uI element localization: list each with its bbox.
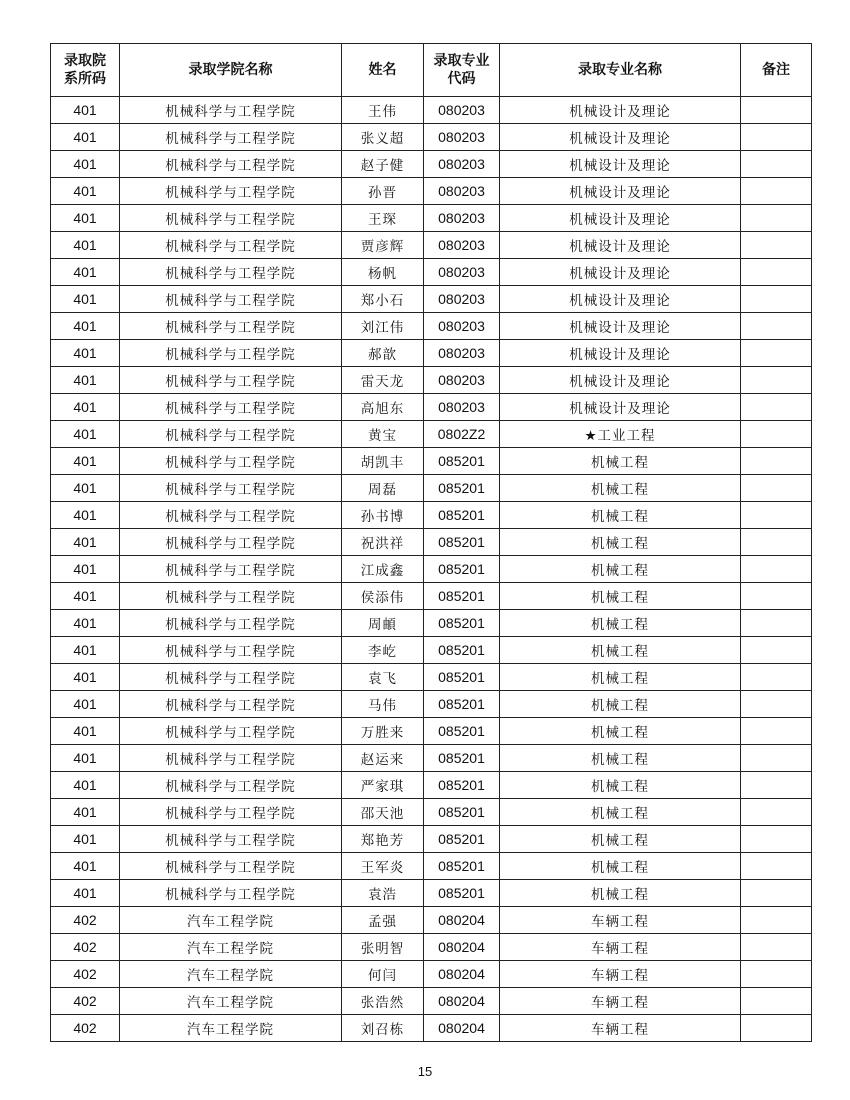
cell-name: 刘江伟 xyxy=(342,313,424,340)
cell-college: 机械科学与工程学院 xyxy=(120,745,342,772)
table-row xyxy=(51,502,812,529)
cell-major-code: 085201 xyxy=(424,772,500,799)
cell-major-name: 机械设计及理论 xyxy=(500,313,741,340)
cell-college: 机械科学与工程学院 xyxy=(120,664,342,691)
table-row xyxy=(51,205,812,232)
table-row xyxy=(51,124,812,151)
table-row xyxy=(51,259,812,286)
table-row xyxy=(51,934,812,961)
cell-major-code: 080203 xyxy=(424,394,500,421)
cell-college: 汽车工程学院 xyxy=(120,934,342,961)
cell-name: 赵子健 xyxy=(342,151,424,178)
cell-dept-code: 401 xyxy=(51,799,120,826)
header-dept-code-line2: 系所码 xyxy=(64,71,106,87)
cell-dept-code: 401 xyxy=(51,151,120,178)
header-row xyxy=(51,44,812,97)
cell-major-name: 机械工程 xyxy=(500,853,741,880)
cell-dept-code: 401 xyxy=(51,448,120,475)
cell-college: 机械科学与工程学院 xyxy=(120,556,342,583)
table-row xyxy=(51,583,812,610)
cell-dept-code: 401 xyxy=(51,313,120,340)
cell-college: 机械科学与工程学院 xyxy=(120,340,342,367)
cell-name: 郑艳芳 xyxy=(342,826,424,853)
cell-major-code: 085201 xyxy=(424,610,500,637)
cell-college: 机械科学与工程学院 xyxy=(120,475,342,502)
cell-remark xyxy=(741,259,812,286)
cell-major-name: 机械工程 xyxy=(500,610,741,637)
cell-college: 机械科学与工程学院 xyxy=(120,286,342,313)
cell-college: 汽车工程学院 xyxy=(120,907,342,934)
cell-remark xyxy=(741,772,812,799)
cell-name: 雷天龙 xyxy=(342,367,424,394)
cell-college: 机械科学与工程学院 xyxy=(120,583,342,610)
table-row xyxy=(51,826,812,853)
cell-dept-code: 401 xyxy=(51,610,120,637)
table-row xyxy=(51,448,812,475)
cell-major-code: 085201 xyxy=(424,664,500,691)
cell-dept-code: 401 xyxy=(51,475,120,502)
cell-dept-code: 401 xyxy=(51,124,120,151)
cell-remark xyxy=(741,97,812,124)
cell-major-code: 085201 xyxy=(424,826,500,853)
cell-major-name: 机械工程 xyxy=(500,880,741,907)
cell-remark xyxy=(741,178,812,205)
cell-college: 机械科学与工程学院 xyxy=(120,259,342,286)
cell-dept-code: 401 xyxy=(51,556,120,583)
cell-college: 机械科学与工程学院 xyxy=(120,124,342,151)
table-row xyxy=(51,340,812,367)
cell-dept-code: 401 xyxy=(51,664,120,691)
cell-dept-code: 401 xyxy=(51,880,120,907)
cell-major-code: 080203 xyxy=(424,205,500,232)
cell-name: 袁飞 xyxy=(342,664,424,691)
cell-dept-code: 401 xyxy=(51,853,120,880)
cell-college: 机械科学与工程学院 xyxy=(120,610,342,637)
cell-remark xyxy=(741,151,812,178)
cell-remark xyxy=(741,448,812,475)
table-row xyxy=(51,664,812,691)
table-row xyxy=(51,97,812,124)
table-row xyxy=(51,286,812,313)
cell-remark xyxy=(741,934,812,961)
cell-major-code: 080203 xyxy=(424,151,500,178)
cell-dept-code: 401 xyxy=(51,340,120,367)
header-major-code-line2: 代码 xyxy=(447,71,476,87)
table-row xyxy=(51,421,812,448)
cell-dept-code: 401 xyxy=(51,367,120,394)
cell-remark xyxy=(741,988,812,1015)
cell-dept-code: 401 xyxy=(51,394,120,421)
cell-college: 机械科学与工程学院 xyxy=(120,799,342,826)
cell-major-name: 机械工程 xyxy=(500,772,741,799)
cell-remark xyxy=(741,907,812,934)
cell-remark xyxy=(741,502,812,529)
cell-college: 机械科学与工程学院 xyxy=(120,502,342,529)
table-header xyxy=(51,44,812,97)
cell-college: 机械科学与工程学院 xyxy=(120,637,342,664)
cell-major-name: 机械设计及理论 xyxy=(500,367,741,394)
cell-name: 严家琪 xyxy=(342,772,424,799)
cell-remark xyxy=(741,475,812,502)
table-row xyxy=(51,907,812,934)
cell-college: 机械科学与工程学院 xyxy=(120,367,342,394)
cell-remark xyxy=(741,664,812,691)
cell-college: 机械科学与工程学院 xyxy=(120,772,342,799)
cell-major-code: 080203 xyxy=(424,259,500,286)
cell-major-code: 085201 xyxy=(424,556,500,583)
cell-major-name: 机械工程 xyxy=(500,718,741,745)
cell-remark xyxy=(741,799,812,826)
cell-major-code: 085201 xyxy=(424,799,500,826)
cell-major-code: 085201 xyxy=(424,718,500,745)
cell-dept-code: 401 xyxy=(51,718,120,745)
cell-dept-code: 401 xyxy=(51,178,120,205)
cell-name: 张明智 xyxy=(342,934,424,961)
page-number: 15 xyxy=(417,1064,433,1079)
header-dept-code xyxy=(51,44,120,97)
cell-major-name: 机械工程 xyxy=(500,583,741,610)
cell-name: 王伟 xyxy=(342,97,424,124)
cell-major-code: 085201 xyxy=(424,745,500,772)
cell-major-name: 机械工程 xyxy=(500,529,741,556)
table-row xyxy=(51,988,812,1015)
cell-dept-code: 401 xyxy=(51,232,120,259)
cell-major-code: 080204 xyxy=(424,1015,500,1042)
table-row xyxy=(51,772,812,799)
cell-remark xyxy=(741,394,812,421)
cell-major-name: 机械设计及理论 xyxy=(500,97,741,124)
cell-college: 机械科学与工程学院 xyxy=(120,205,342,232)
cell-remark xyxy=(741,313,812,340)
cell-name: 孙书博 xyxy=(342,502,424,529)
table-row xyxy=(51,232,812,259)
cell-remark xyxy=(741,529,812,556)
cell-remark xyxy=(741,556,812,583)
cell-college: 机械科学与工程学院 xyxy=(120,421,342,448)
header-name: 姓名 xyxy=(342,44,424,97)
cell-remark xyxy=(741,286,812,313)
cell-remark xyxy=(741,691,812,718)
cell-name: 马伟 xyxy=(342,691,424,718)
table-row xyxy=(51,313,812,340)
cell-college: 汽车工程学院 xyxy=(120,1015,342,1042)
cell-college: 机械科学与工程学院 xyxy=(120,178,342,205)
table-row xyxy=(51,151,812,178)
table-row xyxy=(51,1015,812,1042)
cell-major-code: 085201 xyxy=(424,691,500,718)
cell-dept-code: 401 xyxy=(51,97,120,124)
cell-remark xyxy=(741,421,812,448)
cell-major-code: 080203 xyxy=(424,313,500,340)
cell-dept-code: 402 xyxy=(51,934,120,961)
cell-major-code: 0802Z2 xyxy=(424,421,500,448)
cell-major-name: 机械设计及理论 xyxy=(500,124,741,151)
cell-dept-code: 402 xyxy=(51,961,120,988)
cell-name: 黄宝 xyxy=(342,421,424,448)
cell-remark xyxy=(741,880,812,907)
table-row xyxy=(51,475,812,502)
cell-major-name: 车辆工程 xyxy=(500,934,741,961)
cell-major-name: 机械设计及理论 xyxy=(500,286,741,313)
cell-major-name: 机械设计及理论 xyxy=(500,340,741,367)
cell-name: 孟强 xyxy=(342,907,424,934)
cell-major-code: 085201 xyxy=(424,448,500,475)
cell-dept-code: 402 xyxy=(51,1015,120,1042)
table-row xyxy=(51,529,812,556)
header-major-name: 录取专业名称 xyxy=(500,44,741,97)
table-body xyxy=(51,97,812,1042)
cell-major-code: 085201 xyxy=(424,475,500,502)
cell-major-name: 机械工程 xyxy=(500,556,741,583)
cell-remark xyxy=(741,961,812,988)
cell-name: 王琛 xyxy=(342,205,424,232)
table-row xyxy=(51,745,812,772)
cell-major-name: 机械工程 xyxy=(500,448,741,475)
cell-major-name: 机械设计及理论 xyxy=(500,232,741,259)
cell-name: 高旭东 xyxy=(342,394,424,421)
cell-college: 机械科学与工程学院 xyxy=(120,691,342,718)
cell-name: 祝洪祥 xyxy=(342,529,424,556)
cell-college: 机械科学与工程学院 xyxy=(120,853,342,880)
cell-dept-code: 401 xyxy=(51,421,120,448)
cell-remark xyxy=(741,718,812,745)
cell-college: 机械科学与工程学院 xyxy=(120,529,342,556)
cell-remark xyxy=(741,637,812,664)
cell-major-name: 机械工程 xyxy=(500,691,741,718)
cell-major-name: 机械设计及理论 xyxy=(500,259,741,286)
cell-major-name: 车辆工程 xyxy=(500,907,741,934)
cell-college: 机械科学与工程学院 xyxy=(120,880,342,907)
cell-college: 机械科学与工程学院 xyxy=(120,232,342,259)
cell-college: 机械科学与工程学院 xyxy=(120,97,342,124)
cell-major-code: 085201 xyxy=(424,583,500,610)
cell-major-code: 080203 xyxy=(424,340,500,367)
cell-remark xyxy=(741,340,812,367)
header-dept-code-line1: 录取院 xyxy=(64,53,106,69)
table-row xyxy=(51,367,812,394)
cell-dept-code: 401 xyxy=(51,529,120,556)
table-row xyxy=(51,691,812,718)
cell-major-name: 机械工程 xyxy=(500,664,741,691)
cell-major-code: 080203 xyxy=(424,97,500,124)
cell-remark xyxy=(741,1015,812,1042)
cell-major-code: 080203 xyxy=(424,124,500,151)
cell-major-code: 085201 xyxy=(424,502,500,529)
table-row xyxy=(51,880,812,907)
table-row xyxy=(51,178,812,205)
cell-remark xyxy=(741,826,812,853)
cell-dept-code: 401 xyxy=(51,691,120,718)
cell-name: 刘召栋 xyxy=(342,1015,424,1042)
cell-college: 机械科学与工程学院 xyxy=(120,394,342,421)
cell-college: 汽车工程学院 xyxy=(120,988,342,1015)
cell-major-code: 080203 xyxy=(424,178,500,205)
cell-name: 郑小石 xyxy=(342,286,424,313)
cell-name: 杨帆 xyxy=(342,259,424,286)
cell-remark xyxy=(741,205,812,232)
cell-major-name: 车辆工程 xyxy=(500,1015,741,1042)
cell-name: 郝歆 xyxy=(342,340,424,367)
cell-major-code: 080203 xyxy=(424,367,500,394)
cell-remark xyxy=(741,853,812,880)
cell-major-name: 机械工程 xyxy=(500,745,741,772)
cell-major-code: 080204 xyxy=(424,988,500,1015)
cell-dept-code: 402 xyxy=(51,988,120,1015)
header-college: 录取学院名称 xyxy=(120,44,342,97)
table-row xyxy=(51,610,812,637)
cell-major-code: 085201 xyxy=(424,853,500,880)
cell-major-code: 080204 xyxy=(424,934,500,961)
cell-name: 张浩然 xyxy=(342,988,424,1015)
cell-name: 万胜来 xyxy=(342,718,424,745)
cell-name: 张义超 xyxy=(342,124,424,151)
cell-name: 江成鑫 xyxy=(342,556,424,583)
cell-dept-code: 401 xyxy=(51,772,120,799)
cell-college: 机械科学与工程学院 xyxy=(120,826,342,853)
cell-dept-code: 401 xyxy=(51,637,120,664)
cell-name: 袁浩 xyxy=(342,880,424,907)
cell-college: 机械科学与工程学院 xyxy=(120,448,342,475)
cell-name: 周磊 xyxy=(342,475,424,502)
cell-dept-code: 401 xyxy=(51,502,120,529)
cell-name: 侯添伟 xyxy=(342,583,424,610)
cell-major-name: 机械设计及理论 xyxy=(500,394,741,421)
cell-dept-code: 401 xyxy=(51,745,120,772)
cell-name: 王军炎 xyxy=(342,853,424,880)
table-row xyxy=(51,556,812,583)
cell-major-code: 080204 xyxy=(424,961,500,988)
cell-remark xyxy=(741,610,812,637)
cell-major-code: 085201 xyxy=(424,637,500,664)
cell-remark xyxy=(741,232,812,259)
cell-major-name: 车辆工程 xyxy=(500,988,741,1015)
cell-name: 周頔 xyxy=(342,610,424,637)
cell-major-name: 机械工程 xyxy=(500,502,741,529)
cell-major-name: 机械工程 xyxy=(500,475,741,502)
header-major-code-line1: 录取专业 xyxy=(433,53,490,69)
cell-major-code: 080203 xyxy=(424,286,500,313)
cell-dept-code: 402 xyxy=(51,907,120,934)
cell-dept-code: 401 xyxy=(51,259,120,286)
cell-dept-code: 401 xyxy=(51,583,120,610)
cell-major-code: 080204 xyxy=(424,907,500,934)
cell-name: 胡凯丰 xyxy=(342,448,424,475)
cell-name: 赵运来 xyxy=(342,745,424,772)
cell-dept-code: 401 xyxy=(51,205,120,232)
table-row xyxy=(51,394,812,421)
cell-name: 邵天池 xyxy=(342,799,424,826)
cell-major-name: 机械设计及理论 xyxy=(500,151,741,178)
cell-college: 机械科学与工程学院 xyxy=(120,151,342,178)
cell-major-name: 机械工程 xyxy=(500,637,741,664)
header-major-code xyxy=(424,44,500,97)
cell-name: 贾彦辉 xyxy=(342,232,424,259)
cell-name: 孙晋 xyxy=(342,178,424,205)
cell-dept-code: 401 xyxy=(51,286,120,313)
cell-remark xyxy=(741,583,812,610)
table-row xyxy=(51,637,812,664)
cell-major-name: 机械设计及理论 xyxy=(500,178,741,205)
admission-table xyxy=(50,43,812,1042)
cell-major-name: 机械设计及理论 xyxy=(500,205,741,232)
cell-dept-code: 401 xyxy=(51,826,120,853)
cell-major-name: 车辆工程 xyxy=(500,961,741,988)
cell-major-code: 080203 xyxy=(424,232,500,259)
cell-college: 机械科学与工程学院 xyxy=(120,718,342,745)
table-row xyxy=(51,853,812,880)
cell-remark xyxy=(741,367,812,394)
cell-remark xyxy=(741,745,812,772)
cell-name: 何闫 xyxy=(342,961,424,988)
cell-college: 汽车工程学院 xyxy=(120,961,342,988)
header-remark: 备注 xyxy=(741,44,812,97)
table-row xyxy=(51,799,812,826)
cell-major-code: 085201 xyxy=(424,529,500,556)
cell-name: 李屹 xyxy=(342,637,424,664)
cell-major-code: 085201 xyxy=(424,880,500,907)
table-row xyxy=(51,961,812,988)
cell-major-name: 机械工程 xyxy=(500,826,741,853)
cell-major-name: ★工业工程 xyxy=(500,421,741,448)
cell-major-name: 机械工程 xyxy=(500,799,741,826)
table-row xyxy=(51,718,812,745)
cell-college: 机械科学与工程学院 xyxy=(120,313,342,340)
cell-remark xyxy=(741,124,812,151)
